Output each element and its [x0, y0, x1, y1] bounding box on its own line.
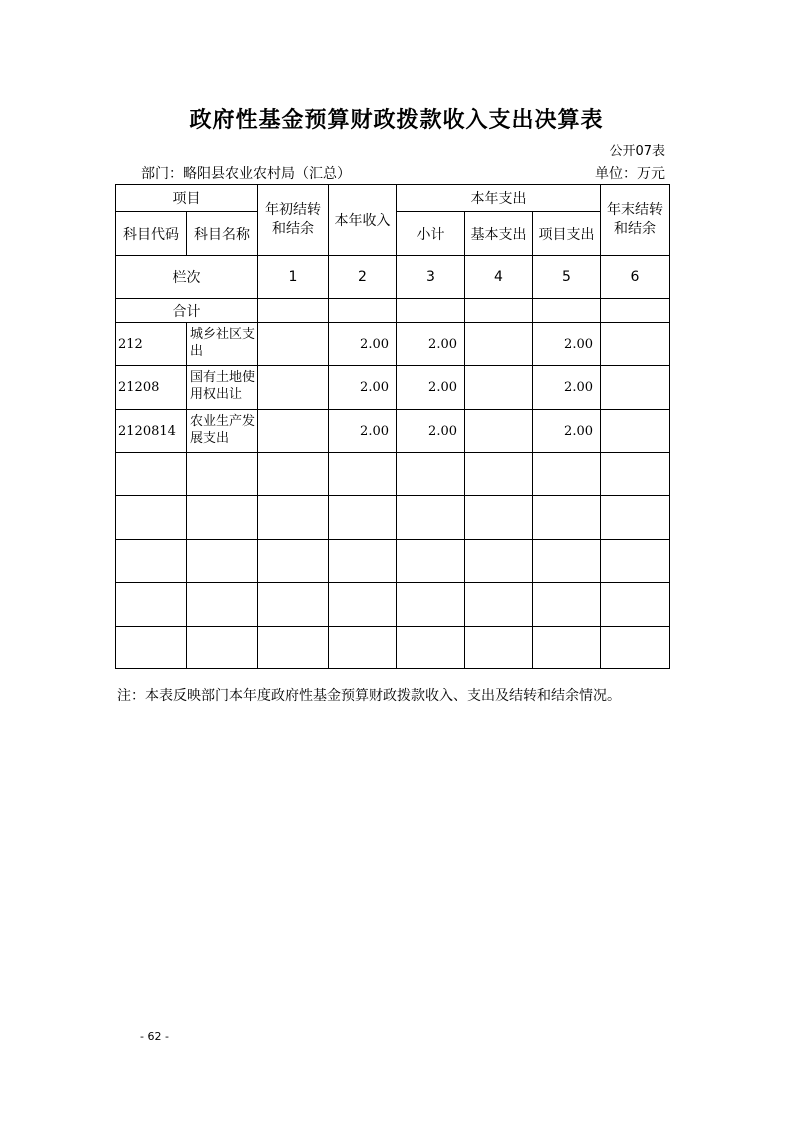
- empty-row: [116, 540, 670, 583]
- closing-cell: [601, 410, 670, 453]
- unit-label: 单位：万元: [595, 166, 665, 182]
- column-number-5: 5: [533, 256, 601, 299]
- subtotal-cell: 2.00: [397, 323, 465, 366]
- subject-code-cell: 21208: [116, 366, 187, 410]
- empty-row: [116, 496, 670, 540]
- column-number-1: 1: [258, 256, 329, 299]
- opening-cell: [258, 410, 329, 453]
- header-opening: 年初结转和结余: [258, 185, 329, 256]
- opening-cell: [258, 366, 329, 410]
- subject-name-cell: 农业生产发展支出: [187, 410, 258, 453]
- department-label: 部门：略阳县农业农村局（汇总）: [141, 166, 351, 182]
- basic-cell: [465, 323, 533, 366]
- basic-cell: [465, 410, 533, 453]
- subtotal-cell: 2.00: [397, 366, 465, 410]
- column-number-label: 栏次: [116, 256, 258, 299]
- header-income: 本年收入: [329, 185, 397, 256]
- closing-cell: [601, 323, 670, 366]
- empty-row: [116, 453, 670, 496]
- budget-table: [115, 184, 670, 669]
- empty-row: [116, 627, 670, 669]
- page-title: 政府性基金预算财政拨款收入支出决算表: [189, 108, 604, 133]
- column-number-4: 4: [465, 256, 533, 299]
- table-row: [116, 323, 670, 366]
- subject-code-cell: 212: [116, 323, 187, 366]
- table-row: [116, 410, 670, 453]
- subject-name-cell: 国有土地使用权出让: [187, 366, 258, 410]
- header-expense: 本年支出: [397, 185, 601, 212]
- column-number-6: 6: [601, 256, 670, 299]
- header-subject-name: 科目名称: [187, 212, 258, 256]
- column-number-3: 3: [397, 256, 465, 299]
- empty-row: [116, 583, 670, 627]
- column-number-2: 2: [329, 256, 397, 299]
- total-label: 合计: [116, 299, 258, 323]
- table-row: [116, 366, 670, 410]
- table-note: 注：本表反映部门本年度政府性基金预算财政拨款收入、支出及结转和结余情况。: [117, 688, 621, 704]
- project-cell: 2.00: [533, 410, 601, 453]
- header-subtotal: 小计: [397, 212, 465, 256]
- subject-code-cell: 2120814: [116, 410, 187, 453]
- header-subject-code: 科目代码: [116, 212, 187, 256]
- project-cell: 2.00: [533, 323, 601, 366]
- page-number: - 62 -: [140, 1030, 169, 1043]
- income-cell: 2.00: [329, 323, 397, 366]
- header-basic: 基本支出: [465, 212, 533, 256]
- header-item: 项目: [116, 185, 258, 212]
- header-closing: 年末结转和结余: [601, 185, 670, 256]
- income-cell: 2.00: [329, 366, 397, 410]
- total-row: [116, 299, 670, 323]
- closing-cell: [601, 366, 670, 410]
- income-cell: 2.00: [329, 410, 397, 453]
- form-number: 公开07表: [609, 144, 665, 159]
- opening-cell: [258, 323, 329, 366]
- subtotal-cell: 2.00: [397, 410, 465, 453]
- subject-name-cell: 城乡社区支出: [187, 323, 258, 366]
- basic-cell: [465, 366, 533, 410]
- header-project: 项目支出: [533, 212, 601, 256]
- project-cell: 2.00: [533, 366, 601, 410]
